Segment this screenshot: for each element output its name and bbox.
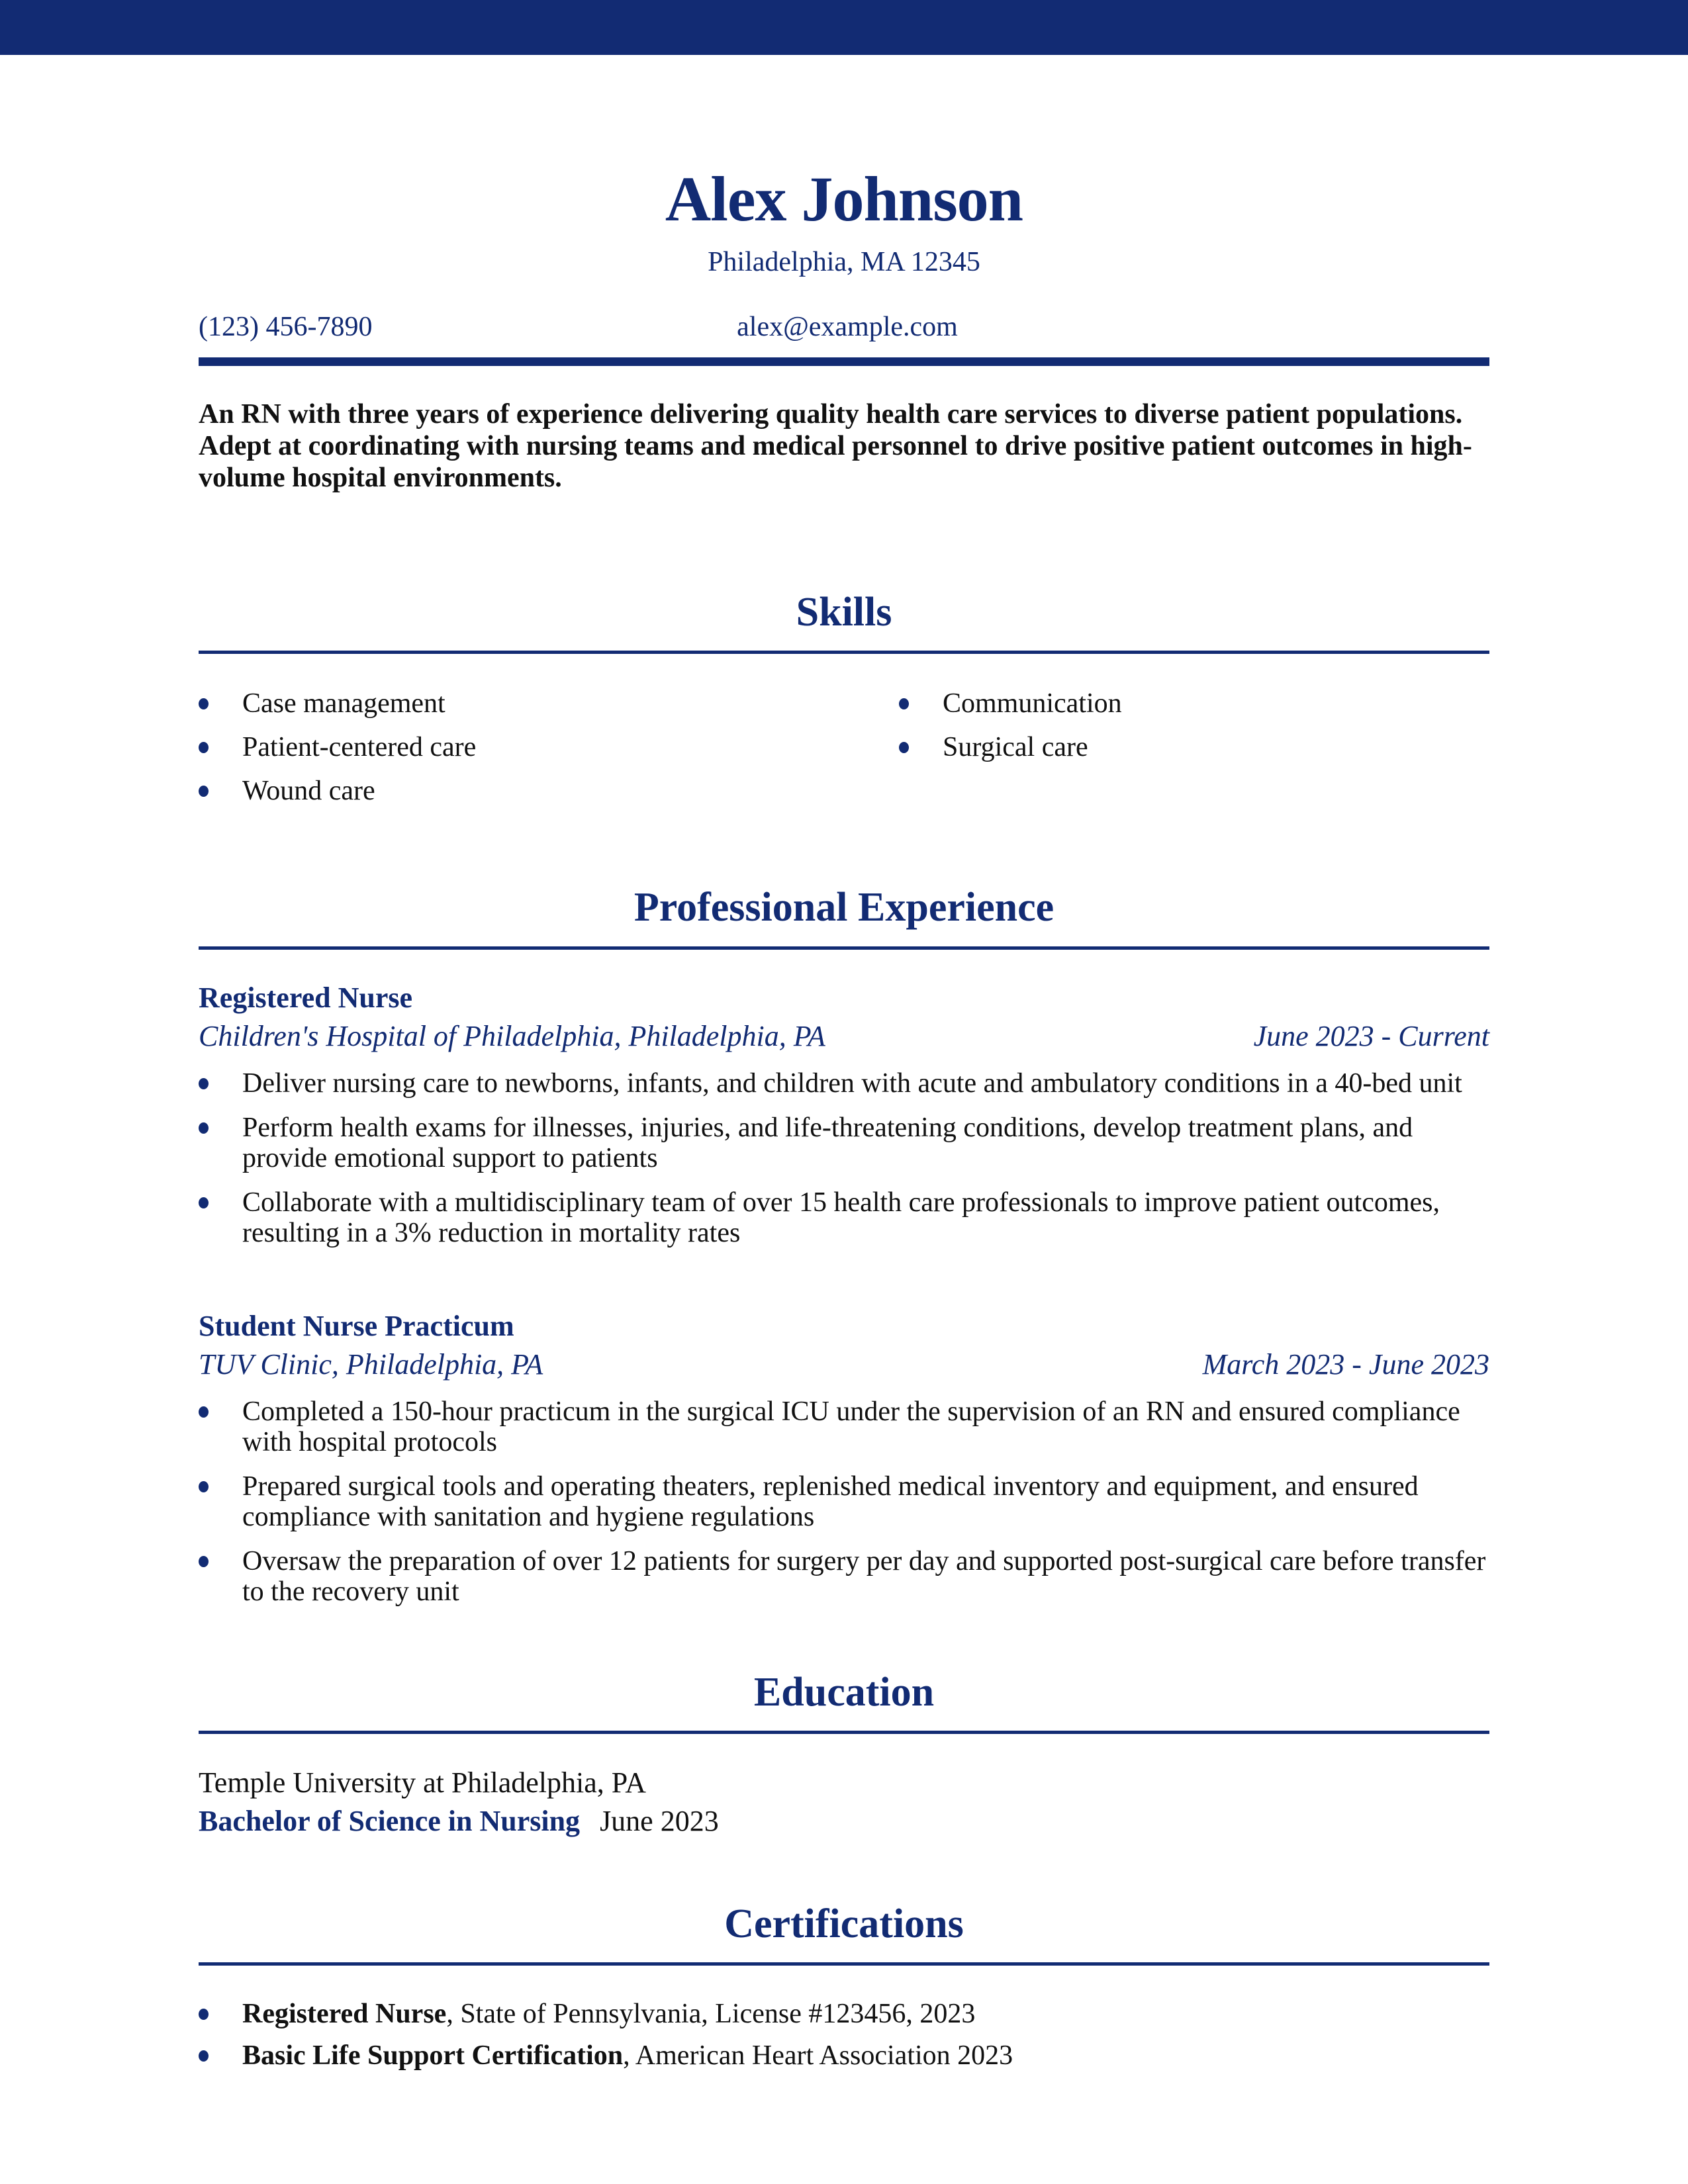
bullet-icon bbox=[199, 1481, 209, 1492]
job-dates: March 2023 - June 2023 bbox=[1202, 1348, 1489, 1381]
header-divider bbox=[199, 357, 1489, 366]
certification-item bbox=[199, 2040, 1489, 2071]
skills-list-right bbox=[899, 688, 1495, 776]
bullet-icon bbox=[199, 786, 209, 797]
certification-name: Registered Nurse bbox=[242, 1999, 447, 2029]
skill-item: Patient-centered care bbox=[199, 732, 794, 762]
bullet-icon bbox=[199, 2050, 209, 2062]
section-title-education: Education bbox=[753, 1670, 935, 1715]
section-title-experience: Professional Experience bbox=[633, 885, 1055, 930]
bullet-icon bbox=[899, 698, 909, 709]
certifications-list bbox=[199, 1999, 1489, 2082]
bullet-icon bbox=[199, 1078, 209, 1089]
bullet-icon bbox=[199, 1556, 209, 1567]
job-bullet: Prepared surgical tools and operating theaters, replenished medical inventory and equipment, and ensured compliance with sanitation and hygiene regulations bbox=[199, 1471, 1489, 1532]
section-title-skills: Skills bbox=[796, 590, 892, 635]
job-bullet: Deliver nursing care to newborns, infants, and children with acute and ambulatory conditions in a 40-bed unit bbox=[199, 1068, 1489, 1099]
certification-item bbox=[199, 1999, 1489, 2029]
skill-item: Communication bbox=[899, 688, 1495, 719]
job-dates: June 2023 - Current bbox=[1253, 1020, 1489, 1052]
certification-detail: , American Heart Association 2023 bbox=[623, 2040, 1013, 2071]
education-divider bbox=[199, 1731, 1489, 1734]
skill-item: Surgical care bbox=[899, 732, 1495, 762]
job-bullet: Perform health exams for illnesses, injuries, and life-threatening conditions, develop treatment plans, and provide emotional support to patients bbox=[199, 1113, 1489, 1173]
bullet-icon bbox=[199, 1197, 209, 1208]
job-bullet: Oversaw the preparation of over 12 patients for surgery per day and supported post-surgical care before transfer to the recovery unit bbox=[199, 1546, 1489, 1607]
phone-number: (123) 456-7890 bbox=[199, 312, 373, 342]
top-banner bbox=[0, 0, 1688, 55]
experience-divider bbox=[199, 946, 1489, 950]
skill-item: Case management bbox=[199, 688, 794, 719]
degree-line bbox=[199, 1804, 719, 1838]
job-title: Student Nurse Practicum bbox=[199, 1310, 514, 1342]
section-title-certifications: Certifications bbox=[724, 1901, 964, 1946]
address: Philadelphia, MA 12345 bbox=[708, 247, 980, 277]
certifications-divider bbox=[199, 1962, 1489, 1966]
email-address: alex@example.com bbox=[737, 312, 958, 342]
certification-name: Basic Life Support Certification bbox=[242, 2040, 624, 2071]
certification-detail: , State of Pennsylvania, License #123456, 2023 bbox=[446, 1999, 976, 2029]
job-bullets bbox=[199, 1068, 1489, 1262]
professional-summary: An RN with three years of experience delivering quality health care services to diverse patient populations. Adept at coordinating with nursing teams and medical personnel to drive positive patient outcomes in high-volume hospital environments. bbox=[199, 399, 1472, 493]
job-bullet: Collaborate with a multidisciplinary team of over 15 health care professionals to improve patient outcomes, resulting in a 3% reduction in mortality rates bbox=[199, 1187, 1489, 1248]
school-name: Temple University at Philadelphia, PA bbox=[199, 1766, 646, 1799]
skills-divider bbox=[199, 651, 1489, 654]
skills-list-left bbox=[199, 688, 794, 819]
job-company: TUV Clinic, Philadelphia, PA bbox=[199, 1348, 543, 1381]
job-bullets bbox=[199, 1396, 1489, 1621]
bullet-icon bbox=[199, 1122, 209, 1134]
bullet-icon bbox=[199, 1406, 209, 1418]
bullet-icon bbox=[199, 742, 209, 753]
degree-name: Bachelor of Science in Nursing bbox=[199, 1805, 581, 1837]
bullet-icon bbox=[199, 2009, 209, 2020]
job-bullet: Completed a 150-hour practicum in the surgical ICU under the supervision of an RN and ensured compliance with hospital protocols bbox=[199, 1396, 1489, 1457]
graduation-date: June 2023 bbox=[600, 1805, 719, 1837]
bullet-icon bbox=[199, 698, 209, 709]
job-company: Children's Hospital of Philadelphia, Philadelphia, PA bbox=[199, 1020, 825, 1052]
candidate-name: Alex Johnson bbox=[665, 163, 1023, 234]
bullet-icon bbox=[899, 742, 909, 753]
skill-item: Wound care bbox=[199, 776, 794, 806]
job-title: Registered Nurse bbox=[199, 981, 412, 1014]
